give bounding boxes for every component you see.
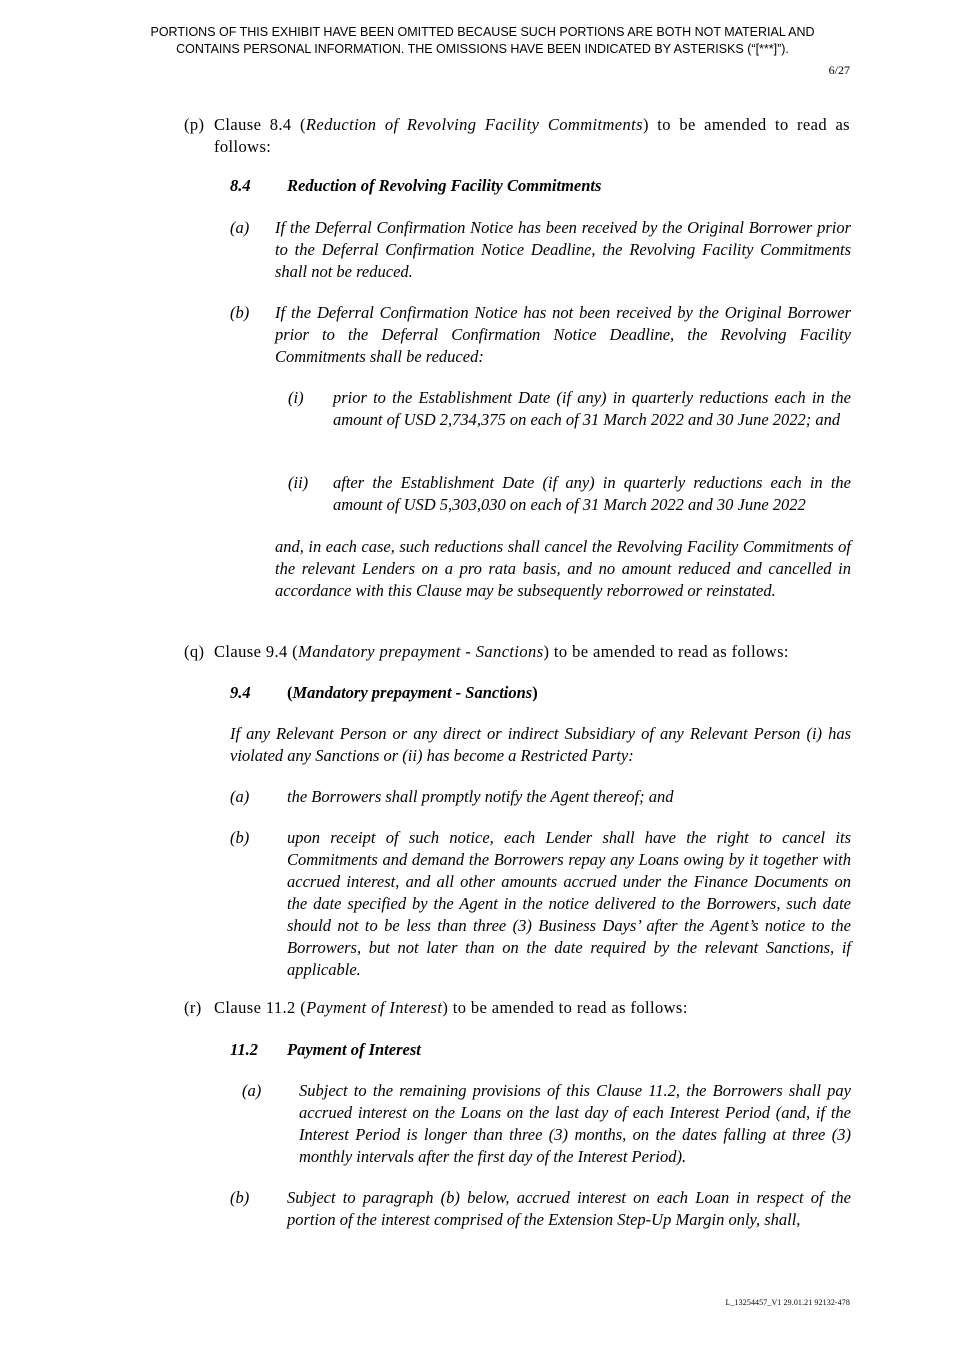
clause-8-4-b-ii-text: after the Establishment Date (if any) in quarterly reductions each in the amount of USD 5,303,030 on each of 31 March 2022 and 30 June 2022 [333, 473, 851, 514]
amendment-q [184, 641, 850, 663]
clause-title: (Mandatory prepayment - Sanctions) [287, 683, 538, 702]
amendment-p-text: Clause 8.4 (Reduction of Revolving Facility Commitments) to be amended to read as follows: [214, 115, 850, 156]
amendment-r [184, 997, 850, 1019]
clause-11-2-b-text: Subject to paragraph (b) below, accrued interest on each Loan in respect of the portion of the interest comprised of the Extension Step-Up Margin only, shall, [287, 1188, 851, 1229]
clause-8-4-heading [230, 175, 601, 197]
clause-11-2-heading [230, 1039, 421, 1061]
header-line-1: PORTIONS OF THIS EXHIBIT HAVE BEEN OMITTED BECAUSE SUCH PORTIONS ARE BOTH NOT MATERIAL AND [150, 25, 815, 39]
amendment-p-label: (p) [184, 115, 205, 134]
clause-9-4-b-text: upon receipt of such notice, each Lender shall have the right to cancel its Commitments and demand the Borrowers repay any Loans owing by it together with accrued interest, and all other amounts accrued under the Finance Documents on the date specified by the Agent in the notice delivered to the Borrowers, such date should not to be less than three (3) Business Days’ after the Agent’s notice to the Borrowers, but not later than on the date required by the relevant Sanctions, if applicable. [287, 828, 851, 979]
clause-11-2-a-label: (a) [242, 1081, 262, 1100]
document-reference-footer: L_13254457_V1 29.01.21 92132-478 [725, 1298, 850, 1307]
clause-11-2-a-text: Subject to the remaining provisions of this Clause 11.2, the Borrowers shall pay accrued interest on the Loans on the last day of each Interest Period (and, if the Interest Period is longer than three (3) months, on the dates falling at three (3) monthly intervals after the first day of the Interest Period). [299, 1081, 851, 1166]
clause-title: Reduction of Revolving Facility Commitments [287, 176, 602, 195]
amendment-r-label: (r) [184, 998, 202, 1017]
clause-8-4-a-text: If the Deferral Confirmation Notice has been received by the Original Borrower prior to the Deferral Confirmation Notice Deadline, the Revolving Facility Commitments shall not be reduced. [275, 218, 851, 281]
clause-number: 8.4 [230, 176, 251, 195]
clause-title: Payment of Interest [287, 1040, 421, 1059]
clause-8-4-b-label: (b) [230, 303, 250, 322]
clause-8-4-b-text: If the Deferral Confirmation Notice has not been received by the Original Borrower prior to the Deferral Confirmation Notice Deadline, the Revolving Facility Commitments shall be reduced: [275, 303, 851, 366]
amendment-q-text: Clause 9.4 (Mandatory prepayment - Sanctions) to be amended to read as follows: [214, 642, 789, 661]
amendment-p [184, 114, 850, 158]
amendment-r-text: Clause 11.2 (Payment of Interest) to be amended to read as follows: [214, 998, 688, 1017]
clause-number: 11.2 [230, 1040, 258, 1059]
header-line-2: CONTAINS PERSONAL INFORMATION. THE OMISSIONS HAVE BEEN INDICATED BY ASTERISKS (“[***]”). [176, 42, 789, 56]
clause-9-4-a-label: (a) [230, 787, 250, 806]
clause-8-4-closing: and, in each case, such reductions shall cancel the Revolving Facility Commitments of the relevant Lenders on a pro rata basis, and no amount reduced and cancelled in accordance with this Clause may be subsequently reborrowed or reinstated. [275, 537, 851, 600]
page-number: 6/27 [828, 63, 850, 77]
clause-8-4-b-i-label: (i) [288, 388, 304, 407]
clause-8-4-a-label: (a) [230, 218, 250, 237]
clause-11-2-b-label: (b) [230, 1188, 250, 1207]
amendment-q-label: (q) [184, 642, 205, 661]
confidentiality-header [60, 24, 905, 58]
clause-8-4-b-ii-label: (ii) [288, 473, 309, 492]
clause-9-4-b-label: (b) [230, 828, 250, 847]
clause-8-4-b-i-text: prior to the Establishment Date (if any) in quarterly reductions each in the amount of USD 2,734,375 on each of 31 March 2022 and 30 June 2022; and [333, 388, 851, 429]
clause-number: 9.4 [230, 683, 251, 702]
clause-9-4-a-text: the Borrowers shall promptly notify the Agent thereof; and [287, 787, 674, 806]
clause-9-4-heading [230, 682, 538, 704]
clause-9-4-intro: If any Relevant Person or any direct or indirect Subsidiary of any Relevant Person (i) has violated any Sanctions or (ii) has become a Restricted Party: [230, 724, 851, 765]
